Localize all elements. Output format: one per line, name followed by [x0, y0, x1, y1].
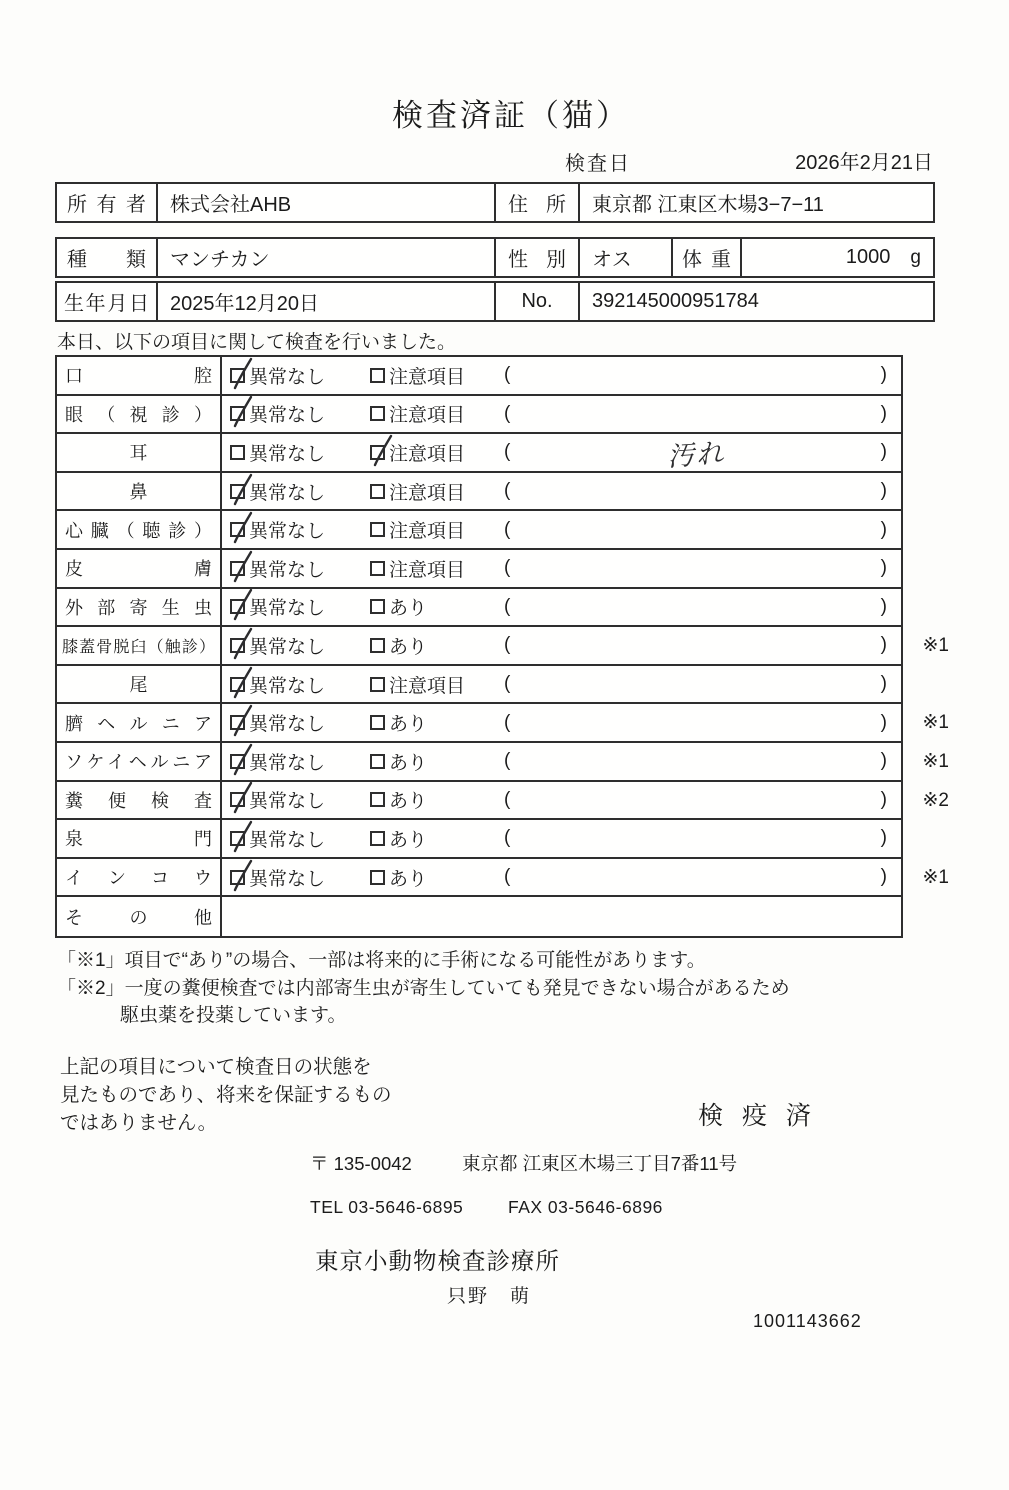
checkmark-icon [229, 472, 255, 508]
paren-open: ( [504, 557, 511, 579]
checkmark-icon [229, 742, 255, 778]
remarks-field [504, 789, 901, 811]
checkbox-attention [370, 445, 385, 460]
result-option-normal [230, 864, 370, 891]
result-option-attention [370, 478, 504, 505]
paren-open: ( [504, 788, 511, 810]
exam-item-label: その他 [57, 897, 222, 936]
paren-close: ) [880, 750, 887, 772]
option-normal-label: 異常なし [249, 868, 326, 890]
intro-text: 本日、以下の項目に関して検査を行いました。 [57, 332, 457, 353]
exam-item-result [222, 743, 901, 780]
checkmark-icon [229, 858, 255, 894]
result-option-attention [370, 593, 504, 620]
result-option-normal [230, 632, 370, 659]
checkbox-attention [370, 638, 385, 653]
checkbox-attention [370, 831, 385, 846]
result-option-normal [230, 478, 370, 505]
exam-item-label: 鼻 [57, 473, 222, 510]
paren-close: ) [880, 711, 887, 733]
weight-value [742, 239, 933, 276]
result-option-normal [230, 439, 370, 466]
exam-item-label: 膝蓋骨脱臼（触診） [57, 627, 222, 664]
result-option-attention [370, 748, 504, 775]
checkbox-normal [230, 677, 245, 692]
option-attention-label: 注意項目 [389, 443, 466, 465]
exam-item-result [222, 473, 901, 510]
exam-item-result [222, 511, 901, 548]
option-normal-label: 異常なし [249, 714, 326, 736]
checkbox-attention [370, 677, 385, 692]
exam-item-label: 心臓（聴診） [57, 511, 222, 548]
veterinarian-name: 只野 萌 [447, 1286, 532, 1307]
result-option-attention [370, 516, 504, 543]
option-attention-label: 注意項目 [389, 405, 466, 427]
exam-item-label: 尾 [57, 666, 222, 703]
exam-item-label: 外部寄生虫 [57, 589, 222, 626]
exam-date-value: 2026年2月21日 [795, 152, 933, 174]
exam-table-row [57, 820, 901, 859]
exam-item-label: 臍ヘルニア [57, 704, 222, 741]
remarks-field [504, 712, 901, 734]
footnote-mark: ※2 [922, 789, 949, 811]
checkbox-attention [370, 792, 385, 807]
checkbox-normal [230, 599, 245, 614]
exam-item-label: ソケイヘルニア [57, 743, 222, 780]
remarks-field [504, 827, 901, 849]
checkbox-attention [370, 715, 385, 730]
checkmark-icon [229, 703, 255, 739]
species-label: 種類 [57, 239, 158, 276]
paren-open: ( [504, 595, 511, 617]
disclaimer-line-3: ではありません。 [60, 1112, 218, 1134]
exam-table-row [57, 859, 949, 898]
checkmark-icon [229, 626, 255, 662]
exam-table-row [57, 434, 901, 473]
checkbox-normal [230, 406, 245, 421]
paren-open: ( [504, 364, 511, 386]
checkbox-normal [230, 792, 245, 807]
clinic-name: 東京小動物検査診療所 [315, 1248, 560, 1274]
exam-table-row [57, 473, 901, 512]
footnote-1: 「※1」項目で“あり”の場合、一部は将来的に手術になる可能性があります。 [57, 950, 706, 971]
remarks-field [504, 866, 901, 888]
footnote-mark: ※1 [922, 635, 949, 657]
sex-label: 性別 [496, 239, 580, 276]
option-attention-label: あり [389, 636, 428, 658]
result-option-attention [370, 362, 504, 389]
paren-close: ) [880, 364, 887, 386]
paren-close: ) [880, 827, 887, 849]
exam-item-label: 眼（視診） [57, 396, 222, 433]
checkbox-normal [230, 445, 245, 460]
exam-table-row [57, 357, 901, 396]
paren-close: ) [880, 480, 887, 502]
exam-table-row [57, 550, 901, 589]
result-option-attention [370, 439, 504, 466]
paren-open: ( [504, 634, 511, 656]
address-label: 住所 [496, 184, 580, 221]
weight-label: 体重 [673, 239, 742, 276]
paren-close: ) [880, 595, 887, 617]
owner-value: 株式会社AHB [158, 184, 496, 221]
weight-unit: g [910, 246, 921, 268]
footnote-mark: ※1 [922, 866, 949, 888]
remarks-field [504, 673, 901, 695]
result-option-attention [370, 786, 504, 813]
owner-label: 所有者 [57, 184, 158, 221]
result-option-attention [370, 632, 504, 659]
checkbox-normal [230, 831, 245, 846]
option-attention-label: あり [389, 868, 428, 890]
footnote-mark: ※1 [922, 712, 949, 734]
footnote-mark: ※1 [922, 750, 949, 772]
exam-item-result [222, 627, 901, 664]
remarks-field [504, 750, 901, 772]
paren-close: ) [880, 402, 887, 424]
option-attention-label: 注意項目 [389, 675, 466, 697]
exam-table-row [57, 704, 949, 743]
paren-close: ) [880, 866, 887, 888]
option-attention-label: あり [389, 791, 428, 813]
remarks-field [504, 433, 901, 472]
checkbox-attention [370, 484, 385, 499]
option-normal-label: 異常なし [249, 366, 326, 388]
checkbox-normal [230, 715, 245, 730]
exam-table-row [57, 897, 901, 936]
disclaimer-line-2: 見たものであり、将来を保証するもの [60, 1084, 392, 1106]
exam-item-result [222, 589, 901, 626]
option-normal-label: 異常なし [249, 482, 326, 504]
exam-item-result [222, 897, 901, 936]
handwritten-note: 汚れ [665, 437, 726, 472]
checkmark-icon [229, 510, 255, 546]
exam-item-label: 皮膚 [57, 550, 222, 587]
checkbox-attention [370, 406, 385, 421]
exam-date-label: 検査日 [565, 153, 631, 175]
option-normal-label: 異常なし [249, 521, 326, 543]
paren-open: ( [504, 711, 511, 733]
checkmark-icon [369, 433, 395, 469]
option-attention-label: あり [389, 714, 428, 736]
exam-table-row [57, 589, 901, 628]
exam-table-row [57, 666, 901, 705]
option-attention-label: あり [389, 598, 428, 620]
checkbox-attention [370, 599, 385, 614]
exam-item-result [222, 666, 901, 703]
result-option-attention [370, 671, 504, 698]
postal-code: 〒 135-0042 [310, 1153, 412, 1174]
paren-open: ( [504, 480, 511, 502]
footnote-2-continued: 駆虫薬を投薬しています。 [120, 1005, 347, 1026]
checkmark-icon [229, 549, 255, 585]
result-option-attention [370, 825, 504, 852]
sex-value: オス [580, 239, 673, 276]
number-value: 392145000951784 [592, 290, 759, 312]
option-normal-label: 異常なし [249, 752, 326, 774]
paren-close: ) [880, 557, 887, 579]
option-normal-label: 異常なし [249, 443, 326, 465]
page-title: 検査済証（猫） [392, 98, 630, 133]
exam-item-label: 泉門 [57, 820, 222, 857]
result-option-attention [370, 709, 504, 736]
disclaimer-text [60, 1053, 392, 1137]
result-option-normal [230, 709, 370, 736]
exam-item-result [222, 859, 901, 896]
paren-open: ( [504, 866, 511, 888]
option-attention-label: 注意項目 [389, 366, 466, 388]
paren-open: ( [504, 518, 511, 540]
species-sex-weight-row [55, 237, 935, 278]
option-attention-label: 注意項目 [389, 482, 466, 504]
address-value: 東京都 江東区木場3−7−11 [592, 194, 824, 216]
exam-item-result [222, 704, 901, 741]
result-option-normal [230, 362, 370, 389]
exam-item-label: 耳 [57, 434, 222, 471]
paren-open: ( [504, 673, 511, 695]
paren-close: ) [880, 518, 887, 540]
serial-number: 1001143662 [753, 1311, 862, 1331]
option-normal-label: 異常なし [249, 405, 326, 427]
owner-address-row [55, 182, 935, 223]
result-option-normal [230, 748, 370, 775]
checkbox-normal [230, 561, 245, 576]
species-value: マンチカン [158, 239, 496, 276]
birthdate-number-row [55, 281, 935, 322]
remarks-field [504, 634, 901, 656]
result-option-normal [230, 786, 370, 813]
exam-table-row [57, 782, 949, 821]
checkbox-normal [230, 368, 245, 383]
exam-table-row [57, 743, 949, 782]
checkbox-normal [230, 522, 245, 537]
checkbox-normal [230, 484, 245, 499]
checkbox-attention [370, 561, 385, 576]
exam-item-result [222, 550, 901, 587]
quarantine-passed-stamp: 検 疫 済 [698, 1102, 817, 1130]
birthdate-value: 2025年12月20日 [158, 283, 496, 320]
checkbox-attention [370, 754, 385, 769]
exam-item-result [222, 396, 901, 433]
remarks-field [504, 557, 901, 579]
clinic-tel: TEL 03-5646-6895 [310, 1197, 464, 1217]
result-option-normal [230, 671, 370, 698]
result-option-attention [370, 555, 504, 582]
result-option-normal [230, 555, 370, 582]
option-attention-label: 注意項目 [389, 521, 466, 543]
checkbox-attention [370, 368, 385, 383]
option-normal-label: 異常なし [249, 598, 326, 620]
clinic-address: 東京都 江東区木場三丁目7番11号 [462, 1153, 738, 1174]
clinic-fax: FAX 03-5646-6896 [508, 1197, 663, 1217]
exam-item-result [222, 782, 901, 819]
checkbox-normal [230, 638, 245, 653]
paren-open: ( [504, 441, 511, 463]
weight-number: 1000 [845, 246, 891, 268]
checkmark-icon [229, 819, 255, 855]
paren-open: ( [504, 827, 511, 849]
checkmark-icon [229, 665, 255, 701]
result-option-attention [370, 400, 504, 427]
exam-item-result [222, 820, 901, 857]
option-attention-label: 注意項目 [389, 559, 466, 581]
checkbox-normal [230, 870, 245, 885]
exam-table [55, 355, 949, 938]
remarks-field [504, 403, 901, 425]
checkbox-attention [370, 522, 385, 537]
paren-open: ( [504, 402, 511, 424]
option-attention-label: あり [389, 829, 428, 851]
remarks-field [504, 596, 901, 618]
paren-close: ) [880, 634, 887, 656]
exam-item-result [222, 434, 901, 471]
exam-item-label: 糞便検査 [57, 782, 222, 819]
result-option-normal [230, 593, 370, 620]
result-option-normal [230, 825, 370, 852]
exam-table-row [57, 511, 901, 550]
checkbox-normal [230, 754, 245, 769]
checkmark-icon [229, 356, 255, 392]
remarks-field [504, 480, 901, 502]
option-normal-label: 異常なし [249, 829, 326, 851]
option-normal-label: 異常なし [249, 675, 326, 697]
option-normal-label: 異常なし [249, 559, 326, 581]
remarks-field [504, 364, 901, 386]
paren-close: ) [880, 673, 887, 695]
paren-open: ( [504, 750, 511, 772]
checkmark-icon [229, 394, 255, 430]
birthdate-label: 生年月日 [57, 283, 158, 320]
checkmark-icon [229, 780, 255, 816]
checkbox-attention [370, 870, 385, 885]
option-attention-label: あり [389, 752, 428, 774]
paren-close: ) [880, 441, 887, 463]
result-option-attention [370, 864, 504, 891]
exam-item-label: インコウ [57, 859, 222, 896]
result-option-normal [230, 516, 370, 543]
remarks-field [504, 519, 901, 541]
result-option-normal [230, 400, 370, 427]
option-normal-label: 異常なし [249, 791, 326, 813]
exam-table-row [57, 396, 901, 435]
exam-item-label: 口腔 [57, 357, 222, 394]
option-normal-label: 異常なし [249, 636, 326, 658]
number-label: No. [496, 283, 580, 320]
footnote-2: 「※2」一度の糞便検査では内部寄生虫が寄生していても発見できない場合があるため [57, 978, 790, 999]
exam-table-row [57, 627, 949, 666]
paren-close: ) [880, 788, 887, 810]
checkmark-icon [229, 587, 255, 623]
exam-item-result [222, 357, 901, 394]
disclaimer-line-1: 上記の項目について検査日の状態を [60, 1056, 372, 1078]
